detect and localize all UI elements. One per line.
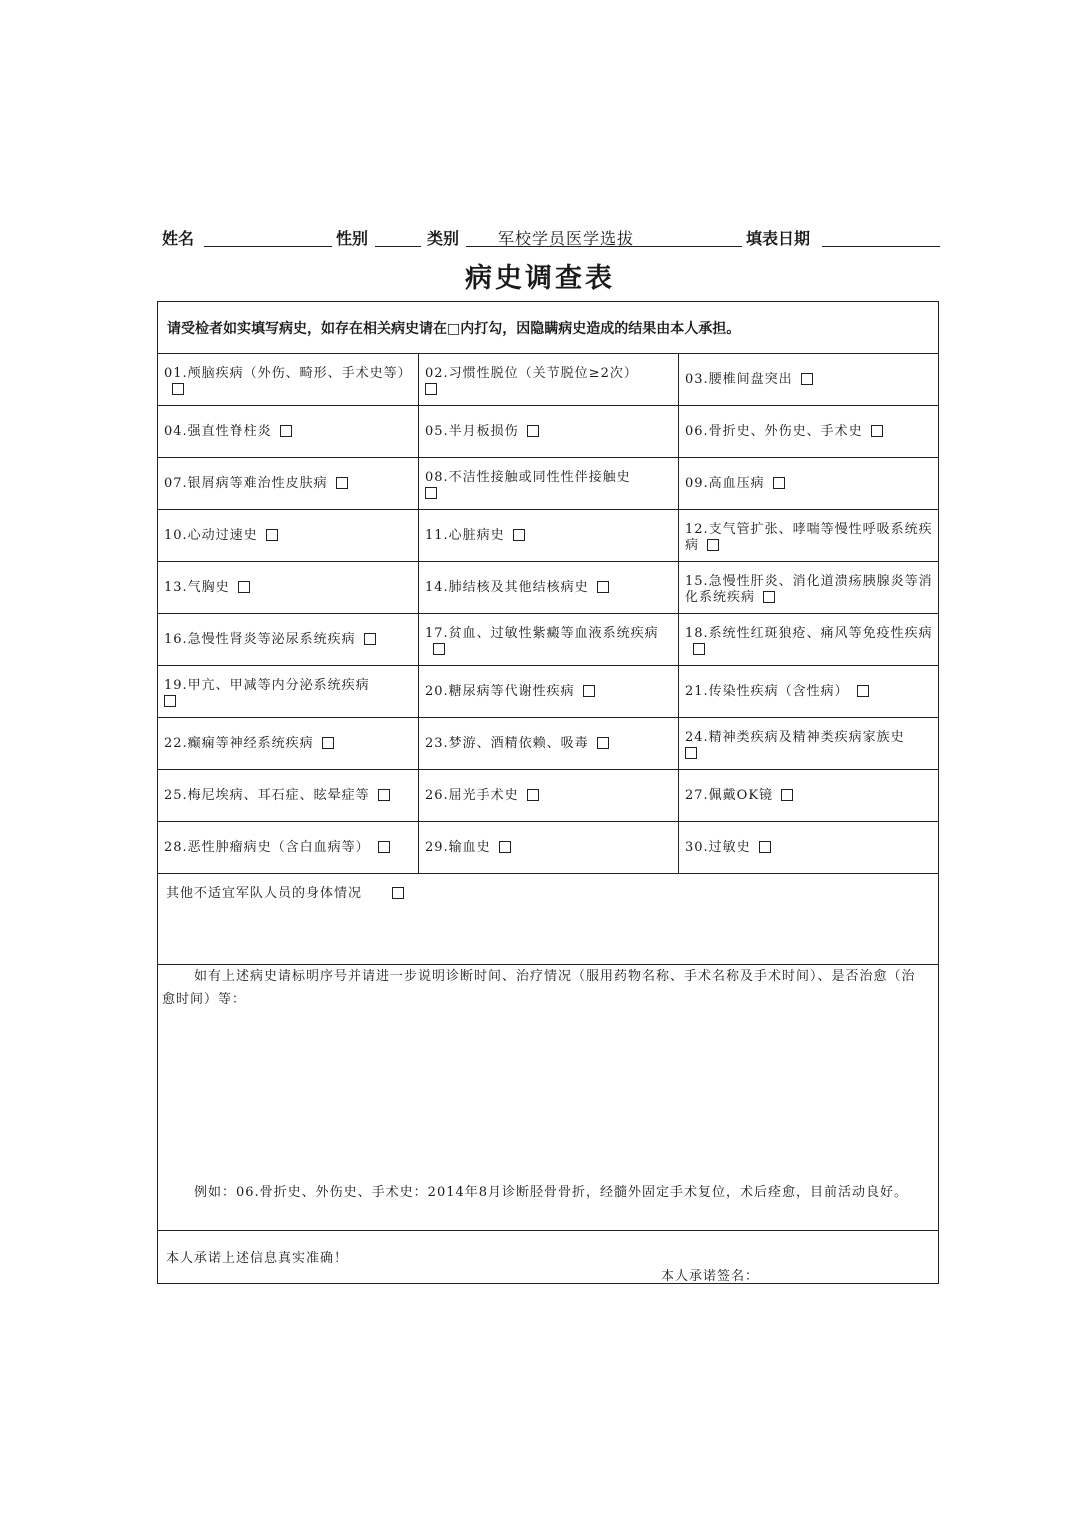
- history-item: [419, 666, 679, 717]
- history-row: [158, 406, 938, 458]
- history-item: [679, 770, 937, 821]
- history-item: [679, 458, 937, 509]
- history-item-label: 17.贫血、过敏性紫癜等血液系统疾病: [425, 626, 659, 641]
- history-item: [419, 510, 679, 561]
- history-item-label: 11.心脏病史: [425, 528, 505, 543]
- history-item: [679, 406, 937, 457]
- promise-row: [158, 1231, 938, 1283]
- history-item-checkbox[interactable]: [527, 789, 539, 801]
- name-field[interactable]: [204, 246, 332, 247]
- history-item-checkbox[interactable]: [238, 581, 250, 593]
- history-item-checkbox[interactable]: [322, 737, 334, 749]
- history-row: [158, 614, 938, 666]
- signature-label: 本人承诺签名：: [661, 1269, 760, 1284]
- history-item-label: 16.急慢性肾炎等泌尿系统疾病: [164, 632, 356, 647]
- history-item: [158, 354, 419, 405]
- history-item-label: 03.腰椎间盘突出: [685, 372, 793, 387]
- history-item-label: 27.佩戴OK镜: [685, 788, 774, 803]
- history-item-checkbox[interactable]: [527, 425, 539, 437]
- history-item-checkbox[interactable]: [707, 539, 719, 551]
- history-item-checkbox[interactable]: [433, 643, 445, 655]
- history-item: [158, 822, 419, 873]
- history-item: [158, 718, 419, 769]
- promise-text: 本人承诺上述信息真实准确！: [166, 1251, 349, 1266]
- history-item: [679, 718, 937, 769]
- other-condition-checkbox[interactable]: [392, 887, 404, 899]
- name-label: 姓名: [162, 229, 195, 248]
- history-item: [158, 614, 419, 665]
- history-row: [158, 354, 938, 406]
- history-item-checkbox[interactable]: [364, 633, 376, 645]
- history-item-checkbox[interactable]: [172, 383, 184, 395]
- history-item-checkbox[interactable]: [336, 477, 348, 489]
- history-item-label: 19.甲亢、甲减等内分泌系统疾病: [164, 678, 370, 693]
- history-item-label: 22.癫痫等神经系统疾病: [164, 736, 314, 751]
- history-item-checkbox[interactable]: [499, 841, 511, 853]
- date-label: 填表日期: [746, 229, 811, 248]
- history-item-label: 05.半月板损伤: [425, 424, 519, 439]
- history-item: [419, 354, 679, 405]
- history-item-checkbox[interactable]: [266, 529, 278, 541]
- history-item-label: 12.支气管扩张、哮喘等慢性呼吸系统疾病: [685, 522, 933, 553]
- history-item-label: 20.糖尿病等代谢性疾病: [425, 684, 575, 699]
- date-field[interactable]: [822, 246, 940, 247]
- history-item: [679, 822, 937, 873]
- history-item: [419, 458, 679, 509]
- history-item-label: 30.过敏史: [685, 840, 751, 855]
- history-item-checkbox[interactable]: [425, 487, 437, 499]
- history-item-label: 15.急慢性肝炎、消化道溃疡胰腺炎等消化系统疾病: [685, 574, 933, 605]
- history-item-label: 23.梦游、酒精依赖、吸毒: [425, 736, 589, 751]
- history-item-checkbox[interactable]: [513, 529, 525, 541]
- history-item-label: 14.肺结核及其他结核病史: [425, 580, 589, 595]
- history-item-checkbox[interactable]: [280, 425, 292, 437]
- history-item-label: 21.传染性疾病（含性病）: [685, 684, 849, 699]
- history-item-label: 26.屈光手术史: [425, 788, 519, 803]
- history-item: [419, 562, 679, 613]
- history-item-label: 08.不洁性接触或同性性伴接触史: [425, 470, 631, 485]
- gender-field[interactable]: [375, 246, 421, 247]
- history-form: [157, 301, 939, 1284]
- history-item-checkbox[interactable]: [378, 841, 390, 853]
- history-item: [419, 718, 679, 769]
- form-header: [160, 222, 942, 250]
- history-item-label: 06.骨折史、外伤史、手术史: [685, 424, 863, 439]
- history-item: [419, 614, 679, 665]
- history-row: [158, 718, 938, 770]
- history-row: [158, 458, 938, 510]
- page-title: 病史调查表: [465, 263, 615, 294]
- history-item: [679, 614, 937, 665]
- history-item: [158, 406, 419, 457]
- gender-label: 性别: [336, 229, 369, 248]
- history-item: [158, 770, 419, 821]
- history-item-label: 13.气胸史: [164, 580, 230, 595]
- history-item-checkbox[interactable]: [781, 789, 793, 801]
- history-row: [158, 510, 938, 562]
- history-item: [419, 770, 679, 821]
- category-label: 类别: [427, 229, 460, 248]
- history-item-checkbox[interactable]: [597, 581, 609, 593]
- history-item: [679, 354, 937, 405]
- history-item: [158, 666, 419, 717]
- history-item-checkbox[interactable]: [871, 425, 883, 437]
- history-item-checkbox[interactable]: [583, 685, 595, 697]
- explanation-area[interactable]: [158, 965, 938, 1231]
- history-item-checkbox[interactable]: [597, 737, 609, 749]
- history-item-checkbox[interactable]: [773, 477, 785, 489]
- other-condition-row: [158, 872, 938, 965]
- history-item-checkbox[interactable]: [759, 841, 771, 853]
- history-item-label: 29.输血史: [425, 840, 491, 855]
- explanation-instructions: 如有上述病史请标明序号并请进一步说明诊断时间、治疗情况（服用药物名称、手术名称及手术时间）、是否治愈（治愈时间）等：: [162, 969, 916, 1007]
- history-item-checkbox[interactable]: [685, 747, 697, 759]
- history-item: [158, 510, 419, 561]
- history-item-label: 10.心动过速史: [164, 528, 258, 543]
- history-row: [158, 822, 938, 874]
- history-item-checkbox[interactable]: [801, 373, 813, 385]
- history-item: [419, 406, 679, 457]
- history-item-label: 09.高血压病: [685, 476, 765, 491]
- history-item: [679, 666, 937, 717]
- history-item: [158, 562, 419, 613]
- history-row: [158, 562, 938, 614]
- history-item-label: 01.颅脑疾病（外伤、畸形、手术史等）: [164, 366, 412, 381]
- history-item: [679, 562, 937, 613]
- history-item-checkbox[interactable]: [378, 789, 390, 801]
- history-item-label: 28.恶性肿瘤病史（含白血病等）: [164, 840, 370, 855]
- explanation-example: 例如：06.骨折史、外伤史、手术史：2014年8月诊断胫骨骨折，经髓外固定手术复位，术后痊愈，目前活动良好。: [194, 1185, 909, 1200]
- notice-text: 请受检者如实填写病史，如存在相关病史请在□内打勾，因隐瞒病史造成的结果由本人承担。: [158, 302, 938, 354]
- history-item: [158, 458, 419, 509]
- history-item-label: 18.系统性红斑狼疮、痛风等免疫性疾病: [685, 626, 933, 641]
- history-item-checkbox[interactable]: [857, 685, 869, 697]
- history-item: [679, 510, 937, 561]
- history-item-checkbox[interactable]: [763, 591, 775, 603]
- history-row: [158, 770, 938, 822]
- history-item-label: 24.精神类疾病及精神类疾病家族史: [685, 730, 905, 745]
- history-item: [419, 822, 679, 873]
- history-row: [158, 666, 938, 718]
- history-item-label: 25.梅尼埃病、耳石症、眩晕症等: [164, 788, 370, 803]
- other-condition-label: 其他不适宜军队人员的身体情况: [166, 886, 363, 901]
- history-item-label: 02.习惯性脱位（关节脱位≥2次）: [425, 366, 638, 381]
- history-item-checkbox[interactable]: [164, 695, 176, 707]
- history-item-label: 04.强直性脊柱炎: [164, 424, 272, 439]
- history-item-label: 07.银屑病等难治性皮肤病: [164, 476, 328, 491]
- history-item-checkbox[interactable]: [693, 643, 705, 655]
- category-value: 军校学员医学选拔: [498, 229, 635, 248]
- history-item-checkbox[interactable]: [425, 383, 437, 395]
